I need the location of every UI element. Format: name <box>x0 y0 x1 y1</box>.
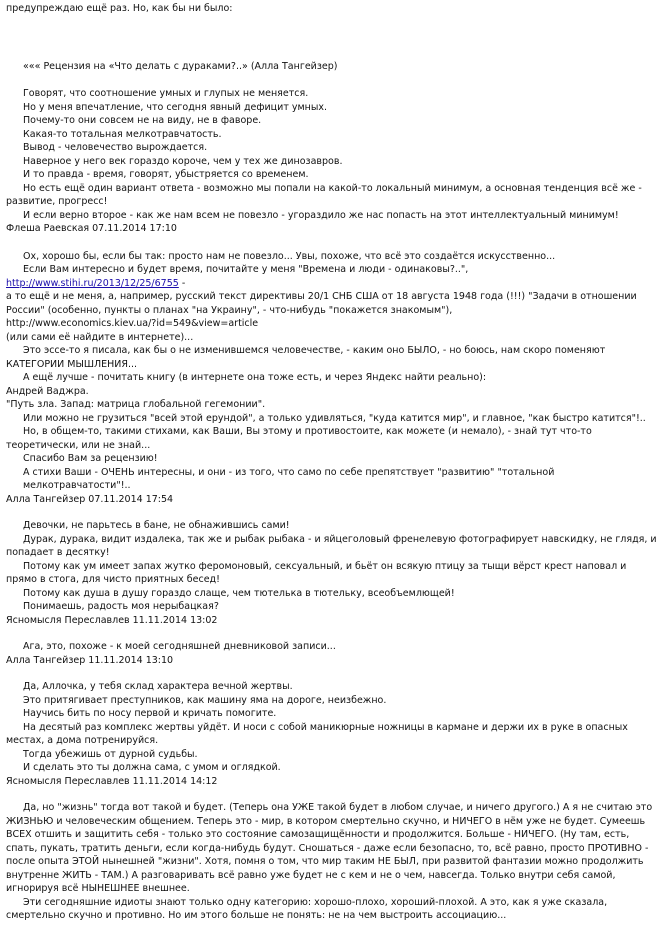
review-line: И если верно второе - как же нам всем не повезло - угораздило же нас попасть на этот интеллектуальный минимум! <box>23 209 619 221</box>
reply-line: Но, в общем-то, такими стихами, как Ваши, Вы этому и противостоите, как можете (и немало), - знай тут что-то теоретически, или не знай... <box>6 426 592 451</box>
reply-1 <box>6 250 658 493</box>
reply-line: Это эссе-то я писала, как бы о не изменившемся человечестве, - каким оно БЫЛО, - но боюсь, нам скоро поменяют КАТЕГОРИИ МЫШЛЕНИЯ... <box>6 345 606 370</box>
review-line: Но у меня впечатление, что сегодня явный дефицит умных. <box>23 101 328 113</box>
review-body <box>6 87 658 222</box>
reply-line: А ещё лучше - почитать книгу (в интернете она тоже есть, и через Яндекс найти реально): <box>23 372 487 383</box>
reply-line: Ох, хорошо бы, если бы так: просто нам не повезло... Увы, похоже, что всё это создаётся искусственно... <box>23 250 556 262</box>
reply-5 <box>6 801 658 923</box>
reply-4-signature[interactable]: Ясномысля Переславлев 11.11.2014 14:12 <box>6 775 218 787</box>
document-page <box>6 0 658 923</box>
economics-url: http://www.economics.kiev.ua/?id=549&view=article <box>6 318 259 329</box>
reply-line: "Путь зла. Запад: матрица глобальной гегемонии". <box>6 399 266 410</box>
reply-line: Потому как ум имеет запах жутко феромоновый, сексуальный, и бьёт он всякую птицу за тыщи вёрст крест наповал и прямо в стога, для чисто приятных бесед! <box>6 560 627 585</box>
review-line: Почему-то они совсем не на виду, не в фаворе. <box>23 115 262 126</box>
reply-line: Эти сегодняшние идиоты знают только одну категорию: хорошо-плохо, хороший-плохой. А это, как я уже сказала, смертельно скучно и противно. Но им этого больше не понять: не на чем выстроить ассоциацию... <box>6 896 608 921</box>
reply-link-line <box>6 277 658 291</box>
review-line: Вывод - человечество вырождается. <box>23 142 208 153</box>
reply-line: Спасибо Вам за рецензию! <box>23 453 158 464</box>
review-signature[interactable]: Флеша Раевская 07.11.2014 17:10 <box>6 223 177 234</box>
stihi-link[interactable]: http://www.stihi.ru/2013/12/25/6755 <box>6 277 179 289</box>
review-line: Но есть ещё один вариант ответа - возможно мы попали на какой-то локальный минимум, а основная тенденция всё же - развитие, прогресс! <box>6 182 642 207</box>
reply-line: Потому как душа в душу гораздо слаще, чем тютелька в тютельку, всеобъемлющей! <box>23 587 455 599</box>
reply-line: Ага, это, похоже - к моей сегодняшней дневниковой записи... <box>23 641 336 652</box>
link-suffix: - <box>178 277 186 289</box>
review-line: Говорят, что соотношение умных и глупых не меняется. <box>23 88 309 99</box>
reply-line: Да, но "жизнь" тогда вот такой и будет. (Теперь она УЖЕ такой будет в любом случае, и ничего другого.) А я не считаю это ЖИЗНЬЮ и человеческим общением. Теперь это - мир, в котором смертельно скучно, и НИЧЕГО в нём уже не будет. Сумеешь ВСЕХ отшить и защитить себя - только это состояние самозащищённости и продолжится. Больше - НИЧЕГО. (Ну там, есть, спать, пукать, тратить деньги, если когда-нибудь будут. Сношаться - даже если безопасно, то, всё равно, просто ПРОТИВНО - после опыта ЭТОЙ нынешней "жизни". Хотя, помня о том, что мир таким НЕ БЫЛ, при развитой фантазии можно продолжить внутренне ЖИТЬ - ТАМ.) А разговаривать всё равно уже будет не с кем и не о чем, навсегда. Только внутри себя самой, игнорируя всё НЫНЕШНЕЕ внешнее. <box>6 802 653 894</box>
reply-line: а то ещё и не меня, а, например, русский текст директивы 20/1 СНБ США от 18 августа 1948 года (!!!) "Задачи в отношении России" (особенно, пункты о планах "на Украину", - что-нибудь "покажется знакомым"), <box>6 291 637 316</box>
review-title: ««« Рецензия на «Что делать с дураками?..» (Алла Тангейзер) <box>23 60 338 72</box>
intro-line: предупреждаю ещё раз. Но, как бы ни было: <box>6 3 233 14</box>
reply-line: Это притягивает преступников, как машину яма на дороге, неизбежно. <box>23 694 387 706</box>
reply-2 <box>6 519 658 614</box>
reply-line: (или сами её найдите в интернете)... <box>6 331 194 343</box>
reply-line: Тогда убежишь от дурной судьбы. <box>23 748 198 760</box>
reply-line: Научись бить по носу первой и кричать помогите. <box>23 708 277 719</box>
reply-line: На десятый раз комплекс жертвы уйдёт. И носи с собой маникюрные ножницы в кармане и держи их в руке в опасных местах, а дома потренируйся. <box>6 721 628 746</box>
review-line: Наверное у него век гораздо короче, чем у тех же динозавров. <box>23 155 343 167</box>
review-line: Какая-то тотальная мелкотравчатость. <box>23 128 222 140</box>
reply-1-signature[interactable]: Алла Тангейзер 07.11.2014 17:54 <box>6 493 174 505</box>
reply-line: И сделать это ты должна сама, с умом и оглядкой. <box>23 762 281 773</box>
reply-2-signature[interactable]: Ясномысля Переславлев 11.11.2014 13:02 <box>6 614 218 626</box>
reply-line: Если Вам интересно и будет время, почитайте у меня "Времена и люди - одинаковы?..", <box>23 264 469 275</box>
reply-4 <box>6 680 658 775</box>
reply-line: Понимаешь, радость моя нерыбацкая? <box>23 601 219 612</box>
reply-line: Девочки, не парьтесь в бане, не обнажившись сами! <box>23 520 290 531</box>
reply-3 <box>6 640 658 654</box>
reply-line: Андрей Ваджра. <box>6 385 89 397</box>
reply-line: Или можно не грузиться "всей этой ерундой", а только удивляться, "куда катится мир", и главное, "как быстро катится"!.. <box>23 412 646 424</box>
review-line: И то правда - время, говорят, убыстряется со временем. <box>23 169 309 180</box>
reply-line: Да, Аллочка, у тебя склад характера вечной жертвы. <box>23 681 293 692</box>
reply-line: А стихи Ваши - ОЧЕНЬ интересны, и они - из того, что само по себе препятствует "развитию" "тотальной мелкотравчатости"!.. <box>23 466 555 491</box>
reply-3-signature[interactable]: Алла Тангейзер 11.11.2014 13:10 <box>6 654 174 666</box>
reply-line: Дурак, дурака, видит издалека, так же и рыбак рыбака - и яйцеголовый френелевую фотографирует навскидку, не глядя, и попадает в десятку! <box>6 533 657 558</box>
